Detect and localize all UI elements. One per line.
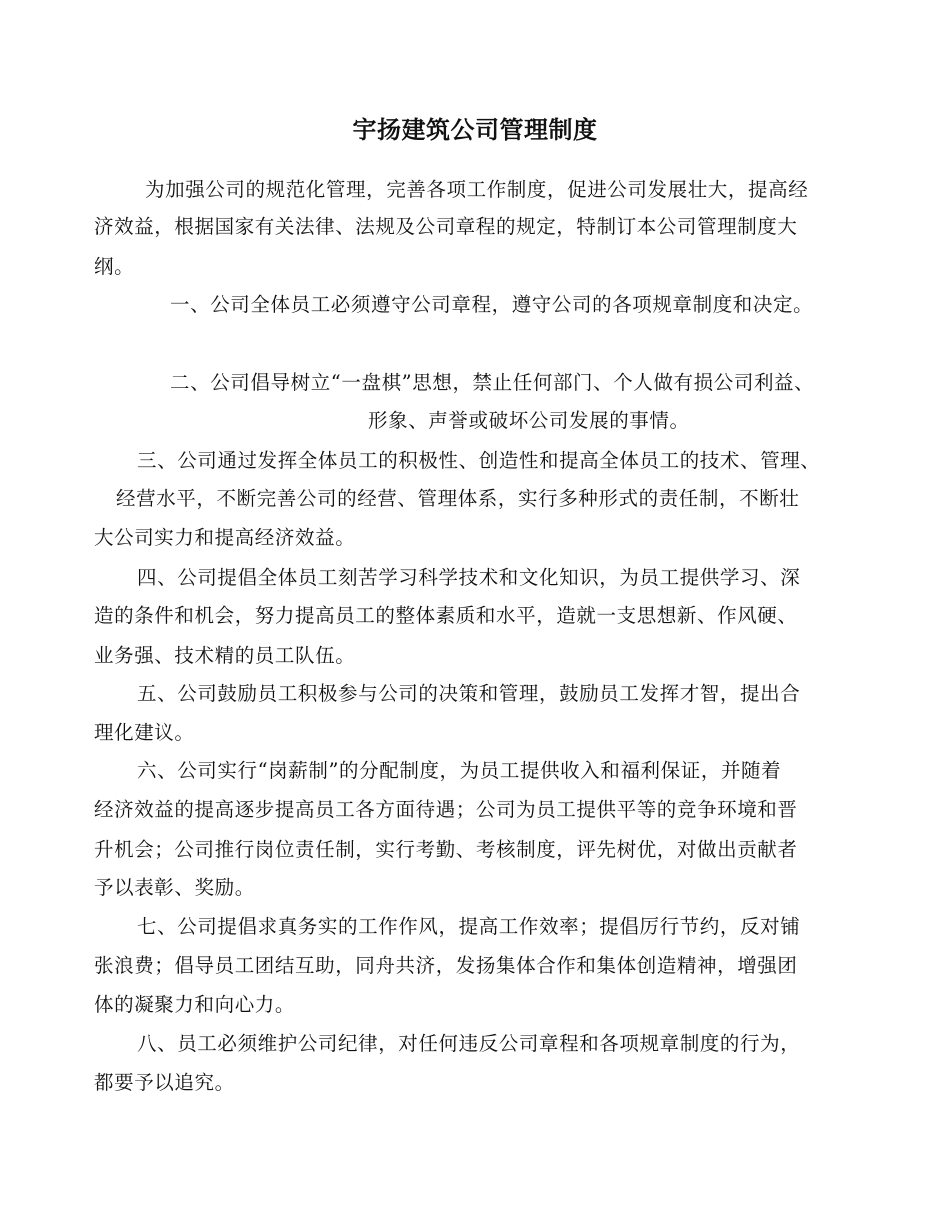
article-1-line-1: 一、公司全体员工必须遵守公司章程，遵守公司的各项规章制度和决定。 xyxy=(170,293,814,316)
article-2-line-1: 二、公司倡导树立“一盘棋”思想，禁止任何部门、个人做有损公司利益、 xyxy=(170,371,815,394)
article-6-line-4: 予以表彰、奖励。 xyxy=(94,876,255,899)
article-6-line-1: 六、公司实行“岗薪制”的分配制度，为员工提供收入和福利保证，并随着 xyxy=(137,759,782,782)
article-5-line-2: 理化建议。 xyxy=(94,721,195,744)
article-8-line-2: 都要予以追究。 xyxy=(94,1071,235,1094)
intro-line-2: 济效益，根据国家有关法律、法规及公司章程的规定，特制订本公司管理制度大 xyxy=(94,215,798,238)
intro-line-1: 为加强公司的规范化管理，完善各项工作制度，促进公司发展壮大，提高经 xyxy=(145,178,809,201)
article-6-line-3: 升机会；公司推行岗位责任制，实行考勤、考核制度，评先树优，对做出贡献者 xyxy=(94,838,798,861)
article-6-line-2: 经济效益的提高逐步提高员工各方面待遇；公司为员工提供平等的竞争环境和晋 xyxy=(94,798,798,821)
article-4-line-1: 四、公司提倡全体员工刻苦学习科学技术和文化知识，为员工提供学习、深 xyxy=(137,566,801,589)
article-2-line-2: 形象、声誉或破坏公司发展的事情。 xyxy=(368,409,690,432)
article-7-line-3: 体的凝聚力和向心力。 xyxy=(94,993,296,1016)
article-4-line-2: 造的条件和机会，努力提高员工的整体素质和水平，造就一支思想新、作风硬、 xyxy=(94,604,798,627)
intro-line-3: 纲。 xyxy=(94,255,135,278)
article-5-line-1: 五、公司鼓励员工积极参与公司的决策和管理，鼓励员工发挥才智，提出合 xyxy=(137,682,801,705)
article-3-line-2: 经营水平，不断完善公司的经营、管理体系，实行多种形式的责任制，不断壮 xyxy=(116,487,800,510)
article-7-line-1: 七、公司提倡求真务实的工作作风，提高工作效率；提倡厉行节约，反对铺 xyxy=(137,915,801,938)
article-4-line-3: 业务强、技术精的员工队伍。 xyxy=(94,644,356,667)
article-8-line-1: 八、员工必须维护公司纪律，对任何违反公司章程和各项规章制度的行为， xyxy=(137,1032,801,1055)
article-3-line-3: 大公司实力和提高经济效益。 xyxy=(94,526,356,549)
article-3-line-1: 三、公司通过发挥全体员工的积极性、创造性和提高全体员工的技术、管理、 xyxy=(137,449,821,472)
article-7-line-2: 张浪费；倡导员工团结互助，同舟共济，发扬集体合作和集体创造精神，增强团 xyxy=(94,954,798,977)
document-title: 宇扬建筑公司管理制度 xyxy=(352,116,598,144)
